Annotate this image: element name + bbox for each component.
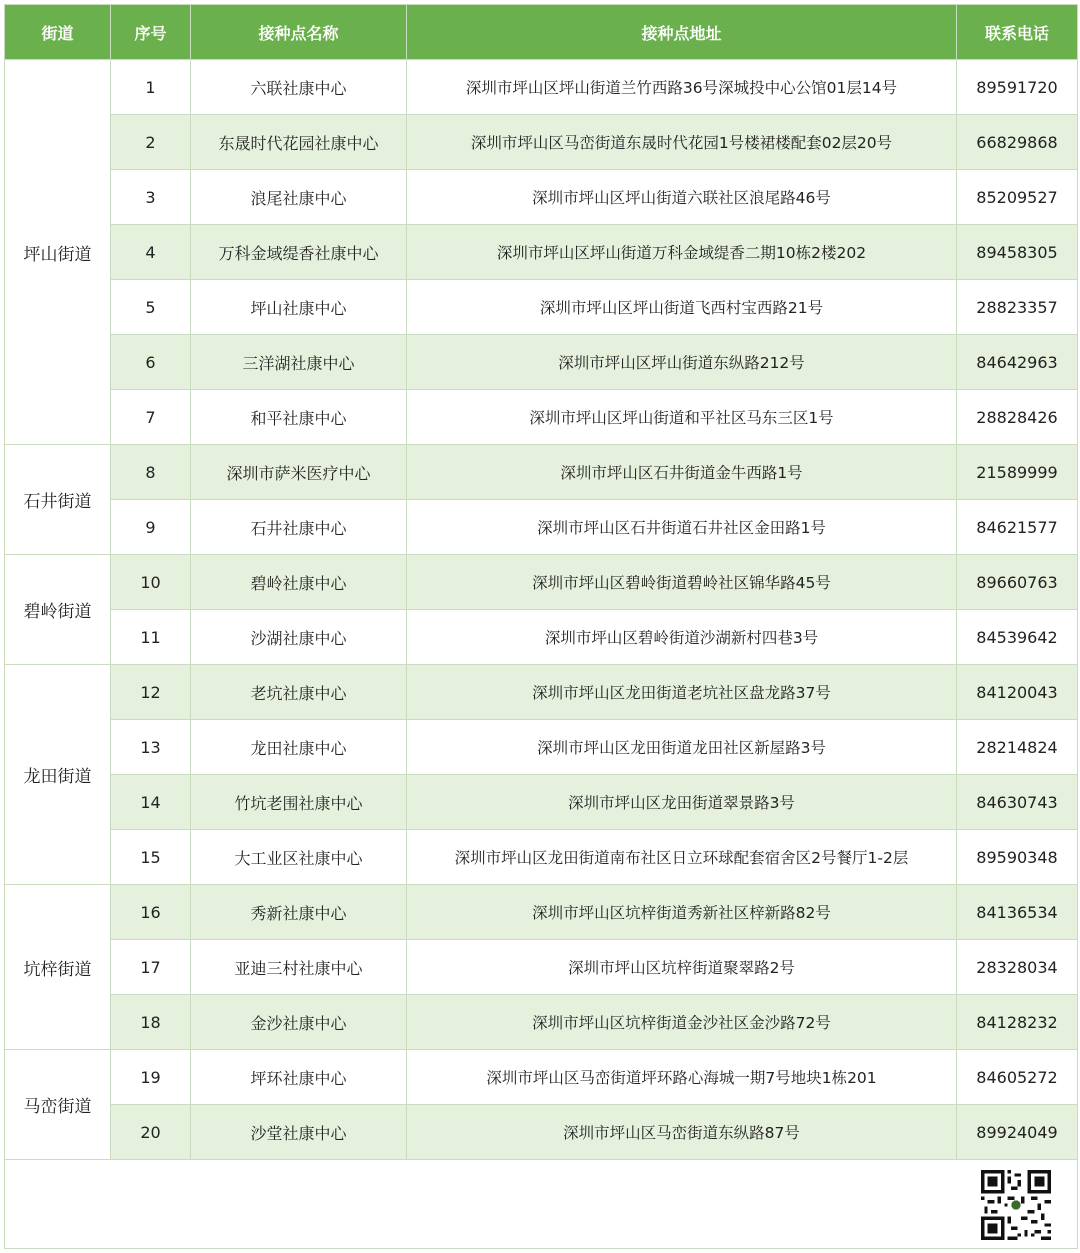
number-cell: 18 <box>111 995 191 1050</box>
address-cell: 深圳市坪山区龙田街道龙田社区新屋路3号 <box>407 720 957 775</box>
site-name-cell: 龙田社康中心 <box>191 720 407 775</box>
header-number: 序号 <box>111 5 191 60</box>
phone-cell: 85209527 <box>957 170 1078 225</box>
number-cell: 2 <box>111 115 191 170</box>
address-cell: 深圳市坪山区坪山街道飞西村宝西路21号 <box>407 280 957 335</box>
phone-cell: 28828426 <box>957 390 1078 445</box>
site-name-cell: 和平社康中心 <box>191 390 407 445</box>
number-cell: 11 <box>111 610 191 665</box>
street-cell: 碧岭街道 <box>5 555 111 665</box>
site-name-cell: 万科金域缇香社康中心 <box>191 225 407 280</box>
address-cell: 深圳市坪山区石井街道石井社区金田路1号 <box>407 500 957 555</box>
address-cell: 深圳市坪山区龙田街道南布社区日立环球配套宿舍区2号餐厅1-2层 <box>407 830 957 885</box>
table-header-row <box>5 5 1078 60</box>
table-row <box>5 280 1078 335</box>
site-name-cell: 金沙社康中心 <box>191 995 407 1050</box>
address-cell: 深圳市坪山区马峦街道东晟时代花园1号楼裙楼配套02层20号 <box>407 115 957 170</box>
phone-cell: 66829868 <box>957 115 1078 170</box>
number-cell: 17 <box>111 940 191 995</box>
phone-cell: 89458305 <box>957 225 1078 280</box>
table-row <box>5 830 1078 885</box>
table-row <box>5 1105 1078 1160</box>
street-cell: 龙田街道 <box>5 665 111 885</box>
site-name-cell: 沙湖社康中心 <box>191 610 407 665</box>
number-cell: 5 <box>111 280 191 335</box>
number-cell: 10 <box>111 555 191 610</box>
address-cell: 深圳市坪山区坪山街道万科金域缇香二期10栋2楼202 <box>407 225 957 280</box>
phone-cell: 84621577 <box>957 500 1078 555</box>
street-cell: 石井街道 <box>5 445 111 555</box>
header-street: 街道 <box>5 5 111 60</box>
table-row <box>5 335 1078 390</box>
site-name-cell: 秀新社康中心 <box>191 885 407 940</box>
street-cell: 马峦街道 <box>5 1050 111 1160</box>
table-row <box>5 60 1078 115</box>
street-cell: 坑梓街道 <box>5 885 111 1050</box>
table-row <box>5 720 1078 775</box>
table-footer-row <box>5 1160 1078 1249</box>
number-cell: 6 <box>111 335 191 390</box>
number-cell: 8 <box>111 445 191 500</box>
address-cell: 深圳市坪山区坪山街道东纵路212号 <box>407 335 957 390</box>
address-cell: 深圳市坪山区坑梓街道金沙社区金沙路72号 <box>407 995 957 1050</box>
footer-cell <box>5 1160 1078 1249</box>
phone-cell: 84605272 <box>957 1050 1078 1105</box>
number-cell: 3 <box>111 170 191 225</box>
phone-cell: 21589999 <box>957 445 1078 500</box>
number-cell: 4 <box>111 225 191 280</box>
address-cell: 深圳市坪山区龙田街道翠景路3号 <box>407 775 957 830</box>
site-name-cell: 沙堂社康中心 <box>191 1105 407 1160</box>
table-row <box>5 610 1078 665</box>
vaccination-site-table <box>4 4 1078 1249</box>
table-row <box>5 500 1078 555</box>
site-name-cell: 石井社康中心 <box>191 500 407 555</box>
phone-cell: 89590348 <box>957 830 1078 885</box>
phone-cell: 89924049 <box>957 1105 1078 1160</box>
table-row <box>5 940 1078 995</box>
site-name-cell: 老坑社康中心 <box>191 665 407 720</box>
site-name-cell: 大工业区社康中心 <box>191 830 407 885</box>
site-name-cell: 东晟时代花园社康中心 <box>191 115 407 170</box>
address-cell: 深圳市坪山区石井街道金牛西路1号 <box>407 445 957 500</box>
site-name-cell: 浪尾社康中心 <box>191 170 407 225</box>
address-cell: 深圳市坪山区坪山街道和平社区马东三区1号 <box>407 390 957 445</box>
address-cell: 深圳市坪山区坪山街道六联社区浪尾路46号 <box>407 170 957 225</box>
phone-cell: 84120043 <box>957 665 1078 720</box>
site-name-cell: 坪环社康中心 <box>191 1050 407 1105</box>
site-name-cell: 碧岭社康中心 <box>191 555 407 610</box>
street-cell: 坪山街道 <box>5 60 111 445</box>
number-cell: 20 <box>111 1105 191 1160</box>
site-name-cell: 六联社康中心 <box>191 60 407 115</box>
site-name-cell: 深圳市萨米医疗中心 <box>191 445 407 500</box>
site-name-cell: 坪山社康中心 <box>191 280 407 335</box>
table-row <box>5 170 1078 225</box>
phone-cell: 89660763 <box>957 555 1078 610</box>
number-cell: 1 <box>111 60 191 115</box>
phone-cell: 28328034 <box>957 940 1078 995</box>
phone-cell: 84642963 <box>957 335 1078 390</box>
phone-cell: 84136534 <box>957 885 1078 940</box>
site-name-cell: 三洋湖社康中心 <box>191 335 407 390</box>
phone-cell: 84539642 <box>957 610 1078 665</box>
address-cell: 深圳市坪山区坪山街道兰竹西路36号深城投中心公馆01层14号 <box>407 60 957 115</box>
phone-cell: 84630743 <box>957 775 1078 830</box>
header-site-name: 接种点名称 <box>191 5 407 60</box>
table-row <box>5 445 1078 500</box>
table-row <box>5 885 1078 940</box>
table-row <box>5 995 1078 1050</box>
number-cell: 15 <box>111 830 191 885</box>
address-cell: 深圳市坪山区碧岭街道碧岭社区锦华路45号 <box>407 555 957 610</box>
table-row <box>5 390 1078 445</box>
address-cell: 深圳市坪山区坑梓街道聚翠路2号 <box>407 940 957 995</box>
number-cell: 13 <box>111 720 191 775</box>
phone-cell: 89591720 <box>957 60 1078 115</box>
phone-cell: 28214824 <box>957 720 1078 775</box>
number-cell: 19 <box>111 1050 191 1105</box>
site-name-cell: 亚迪三村社康中心 <box>191 940 407 995</box>
table-body <box>5 60 1078 1160</box>
header-address: 接种点地址 <box>407 5 957 60</box>
number-cell: 9 <box>111 500 191 555</box>
table-row <box>5 775 1078 830</box>
number-cell: 14 <box>111 775 191 830</box>
number-cell: 12 <box>111 665 191 720</box>
table-row <box>5 1050 1078 1105</box>
address-cell: 深圳市坪山区马峦街道东纵路87号 <box>407 1105 957 1160</box>
table-row <box>5 665 1078 720</box>
address-cell: 深圳市坪山区碧岭街道沙湖新村四巷3号 <box>407 610 957 665</box>
header-phone: 联系电话 <box>957 5 1078 60</box>
number-cell: 7 <box>111 390 191 445</box>
phone-cell: 28823357 <box>957 280 1078 335</box>
site-name-cell: 竹坑老围社康中心 <box>191 775 407 830</box>
qr-code-icon <box>981 1170 1051 1240</box>
address-cell: 深圳市坪山区马峦街道坪环路心海城一期7号地块1栋201 <box>407 1050 957 1105</box>
table-row <box>5 225 1078 280</box>
address-cell: 深圳市坪山区龙田街道老坑社区盘龙路37号 <box>407 665 957 720</box>
phone-cell: 84128232 <box>957 995 1078 1050</box>
number-cell: 16 <box>111 885 191 940</box>
address-cell: 深圳市坪山区坑梓街道秀新社区梓新路82号 <box>407 885 957 940</box>
table-row <box>5 555 1078 610</box>
table-row <box>5 115 1078 170</box>
